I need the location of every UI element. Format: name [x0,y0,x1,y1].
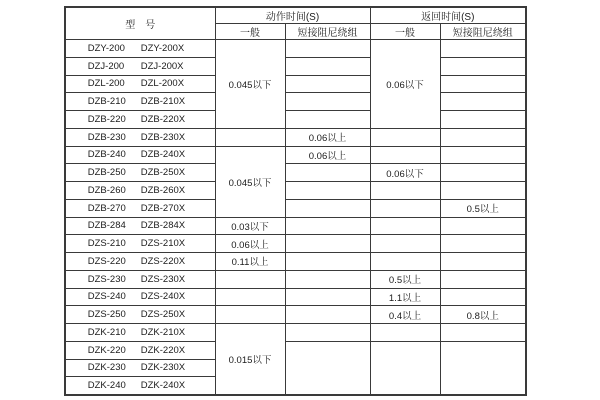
model-name: DZS-210 [87,238,126,250]
model-name-x-variant: DZK-230X [140,362,186,374]
model-cell [65,377,215,395]
return-damping-cell [440,75,526,93]
return-damping-cell [440,324,526,342]
table-row [65,253,526,271]
model-cell [65,75,215,93]
model-name: DZK-240 [87,379,126,391]
model-name-x-variant: DZS-220X [140,255,186,267]
model-name: DZS-240 [87,291,126,303]
return-general-cell: 0.06以下 [370,164,440,182]
table-row [65,306,526,324]
return-damping-cell [440,164,526,182]
model-cell [65,199,215,217]
model-cell [65,341,215,359]
model-name-x-variant: DZB-210X [140,96,186,108]
model-name: DZY-200 [87,42,125,54]
model-cell [65,235,215,253]
action-damping-cell [285,40,370,58]
model-name-x-variant: DZK-220X [140,344,186,356]
return-general-cell: 0.4以上 [370,306,440,324]
action-damping-cell [285,93,370,111]
model-name: DZK-210 [87,326,126,338]
model-name: DZB-210 [87,96,126,108]
model-cell [65,270,215,288]
action-damping-cell [285,111,370,129]
action-damping-cell [285,57,370,75]
action-damping-cell [285,164,370,182]
model-cell [65,146,215,164]
model-name: DZB-230 [87,131,126,143]
return-general-cell [370,253,440,271]
model-name: DZJ-200 [87,60,125,72]
return-general-cell [370,341,440,394]
model-cell [65,93,215,111]
model-cell [65,288,215,306]
action-damping-cell [285,217,370,235]
return-damping-cell [440,40,526,58]
return-damping-cell [440,235,526,253]
model-name-x-variant: DZB-230X [140,131,186,143]
action-damping-cell [285,253,370,271]
table-row [65,146,526,164]
model-cell [65,182,215,200]
action-general-cell: 0.11以上 [215,253,285,271]
table-row [65,40,526,58]
return-damping-cell [440,288,526,306]
model-cell [65,164,215,182]
header-return-damping: 短接阻尼绕组 [440,24,526,40]
header-action-general: 一般 [215,24,285,40]
return-damping-cell [440,182,526,200]
model-name-x-variant: DZB-250X [140,167,186,179]
action-general-cell: 0.045以下 [215,40,285,129]
model-name: DZS-250 [87,309,126,321]
model-name-x-variant: DZK-240X [140,379,186,391]
return-general-cell: 1.1以上 [370,288,440,306]
table-row [65,235,526,253]
return-general-cell [370,146,440,164]
return-damping-cell: 0.5以上 [440,199,526,217]
action-damping-cell [285,288,370,306]
action-damping-cell [285,199,370,217]
action-damping-cell [285,324,370,342]
model-name-x-variant: DZK-210X [140,326,186,338]
header-model: 型 号 [65,7,215,40]
model-name: DZS-220 [87,255,126,267]
model-name-x-variant: DZS-250X [140,309,186,321]
action-damping-cell: 0.06以上 [285,128,370,146]
model-name: DZK-220 [87,344,126,356]
model-name: DZB-250 [87,167,126,179]
model-name-x-variant: DZB-270X [140,202,186,214]
table-row [65,341,526,359]
action-general-cell: 0.015以下 [215,324,285,395]
table-row [65,182,526,200]
table-row [65,93,526,111]
model-name-x-variant: DZB-220X [140,113,186,125]
action-general-cell [215,270,285,288]
model-cell [65,359,215,377]
header-return-time: 返回时间(S) [370,7,526,24]
action-general-cell: 0.03以下 [215,217,285,235]
model-name-x-variant: DZB-260X [140,184,186,196]
model-name-x-variant: DZB-284X [140,220,186,232]
table-row [65,111,526,129]
return-general-cell [370,128,440,146]
action-damping-cell [285,270,370,288]
action-general-cell: 0.06以上 [215,235,285,253]
return-damping-cell: 0.8以上 [440,306,526,324]
model-cell [65,324,215,342]
return-general-cell: 0.06以下 [370,40,440,129]
header-return-general: 一般 [370,24,440,40]
action-damping-cell [285,306,370,324]
table-row [65,288,526,306]
return-damping-cell [440,57,526,75]
model-name: DZB-270 [87,202,126,214]
model-name-x-variant: DZS-240X [140,291,186,303]
action-damping-cell [285,341,370,394]
table-row [65,164,526,182]
return-general-cell [370,324,440,342]
model-cell [65,253,215,271]
action-general-cell [215,288,285,306]
return-general-cell [370,199,440,217]
model-name: DZL-200 [87,78,125,90]
model-name: DZB-220 [87,113,126,125]
return-general-cell [370,217,440,235]
action-damping-cell: 0.06以上 [285,146,370,164]
model-name: DZB-260 [87,184,126,196]
return-general-cell: 0.5以上 [370,270,440,288]
action-damping-cell [285,75,370,93]
model-cell [65,40,215,58]
table-row [65,270,526,288]
return-damping-cell [440,93,526,111]
action-damping-cell [285,182,370,200]
action-general-cell: 0.045以下 [215,146,285,217]
return-damping-cell [440,253,526,271]
model-cell [65,128,215,146]
model-cell [65,111,215,129]
action-general-cell [215,128,285,146]
header-action-damping: 短接阻尼绕组 [285,24,370,40]
model-name-x-variant: DZJ-200X [140,60,184,72]
return-general-cell [370,182,440,200]
action-general-cell [215,306,285,324]
model-name-x-variant: DZS-210X [140,238,186,250]
model-name-x-variant: DZB-240X [140,149,186,161]
return-damping-cell [440,111,526,129]
return-damping-cell [440,341,526,394]
model-name: DZB-240 [87,149,126,161]
return-damping-cell [440,128,526,146]
model-name-x-variant: DZL-200X [140,78,185,90]
model-name: DZB-284 [87,220,126,232]
return-general-cell [370,235,440,253]
model-cell [65,306,215,324]
model-cell [65,57,215,75]
table-row [65,128,526,146]
return-damping-cell [440,217,526,235]
table-row [65,199,526,217]
model-name: DZS-230 [87,273,126,285]
model-name-x-variant: DZS-230X [140,273,186,285]
table-row [65,324,526,342]
table-row [65,57,526,75]
header-action-time: 动作时间(S) [215,7,370,24]
action-damping-cell [285,235,370,253]
table-row [65,75,526,93]
model-name-x-variant: DZY-200X [140,42,185,54]
model-cell [65,217,215,235]
return-damping-cell [440,270,526,288]
return-damping-cell [440,146,526,164]
table-row [65,217,526,235]
relay-spec-table [64,6,527,396]
model-name: DZK-230 [87,362,126,374]
